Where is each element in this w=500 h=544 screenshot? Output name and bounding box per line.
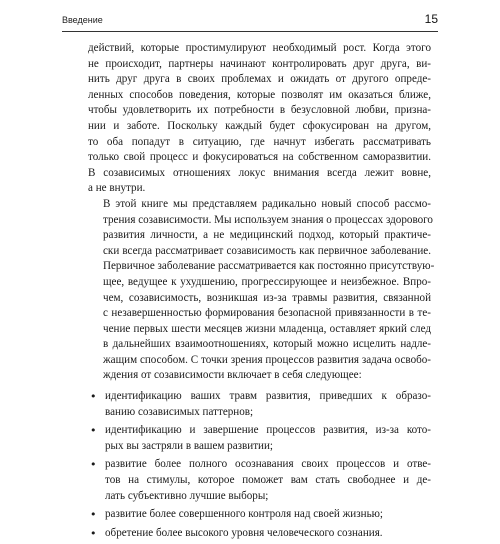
text-line: то оба попадут в ситуацию, где начнут избегать рассматривать: [88, 135, 431, 148]
text-line: развития личности, а не медицинский подход, который практиче-: [103, 229, 431, 242]
text-line: идентификацию ваших травм развития, приведших к образо-: [105, 390, 431, 403]
section-title: Введение: [62, 15, 103, 25]
text-line: В созависимых отношениях локус внимания всегда лежит вовне,: [88, 166, 431, 179]
text-line: ски всегда рассматривает созависимость как первичное заболевание.: [103, 244, 431, 257]
paragraphs: [88, 41, 435, 384]
text-line: чтобы удовлетворить их потребности в безусловной любви, призна-: [88, 104, 431, 117]
text-line: идентификацию и завершение процессов развития, из-за кото-: [105, 424, 431, 437]
text-line: только свой процесс и фокусироваться на собственном саморазвитии.: [88, 151, 431, 164]
bullet-dot-icon: •: [90, 424, 97, 438]
running-header: [62, 12, 438, 32]
text-line: чем, созависимость, возникшая из-за травмы развития, связанной: [103, 291, 431, 304]
text-line: тов на стимулы, которое поможет вам стать свободнее и де-: [105, 474, 431, 487]
bullet-item: [88, 526, 431, 542]
text-line: развитие более полного осознавания своих процессов и отве-: [105, 458, 431, 471]
bullet-dot-icon: •: [90, 458, 97, 472]
paragraph: [88, 41, 431, 197]
page-body: [88, 41, 435, 544]
bullet-dot-icon: •: [90, 526, 97, 540]
text-line: не происходит, партнеры начинают контролировать друг друга, ви-: [88, 57, 431, 70]
text-line: нить друг друга в своих проблемах и ожидать от другого опреде-: [88, 73, 431, 86]
header-rule: [62, 31, 438, 32]
text-line: чение первых шести месяцев жизни младенца, оставляет яркий след: [103, 322, 431, 335]
text-line: жащим способом. С точки зрения процессов развития задача освобо-: [103, 353, 431, 366]
text-line: действий, которые простимулируют необходимый рост. Когда этого: [88, 42, 431, 54]
text-line: Первичное заболевание рассматривается как постоянно присутствую-: [103, 260, 435, 273]
text-line: рых вы застряли в вашем развитии;: [105, 439, 274, 452]
bullet-item: [88, 423, 431, 454]
text-line: ленных способов поведения, которые позволят им оказаться ближе,: [88, 88, 431, 101]
text-line: а не внутри.: [88, 182, 146, 195]
bullet-item: [88, 457, 431, 504]
bullet-dot-icon: •: [90, 508, 97, 522]
bullet-item: [88, 507, 431, 523]
text-line: обретение более высокого уровня человеческого сознания.: [105, 526, 383, 539]
text-line: в дальнейших взаимоотношениях, который можно исцелить надле-: [103, 338, 431, 351]
text-line: щее, ведущее к ухудшению, прогрессирующее и неизбежное. Впро-: [103, 275, 431, 288]
text-line: развитие более совершенного контроля над своей жизнью;: [105, 508, 383, 521]
text-line: с незавершенностью формирования безопасной привязанности в те-: [103, 307, 431, 320]
text-line: ждения от созависимости включает в себя следующее:: [103, 369, 362, 382]
paragraph: [88, 197, 435, 384]
bullet-dot-icon: •: [90, 390, 97, 404]
text-line: трения созависимости. Мы используем знания о процессах здорового: [103, 213, 433, 226]
text-line: лать субъективно лучшие выборы;: [105, 489, 269, 502]
page-number: 15: [424, 12, 438, 26]
bullet-item: [88, 389, 431, 420]
bullet-list: [88, 389, 431, 541]
text-line: нии и заботе. Поскольку каждый будет сфокусирован на другом,: [88, 119, 431, 132]
text-line: ванию созависимых паттернов;: [105, 405, 254, 418]
text-line: В этой книге мы представляем радикально новый способ рассмо-: [103, 197, 431, 210]
